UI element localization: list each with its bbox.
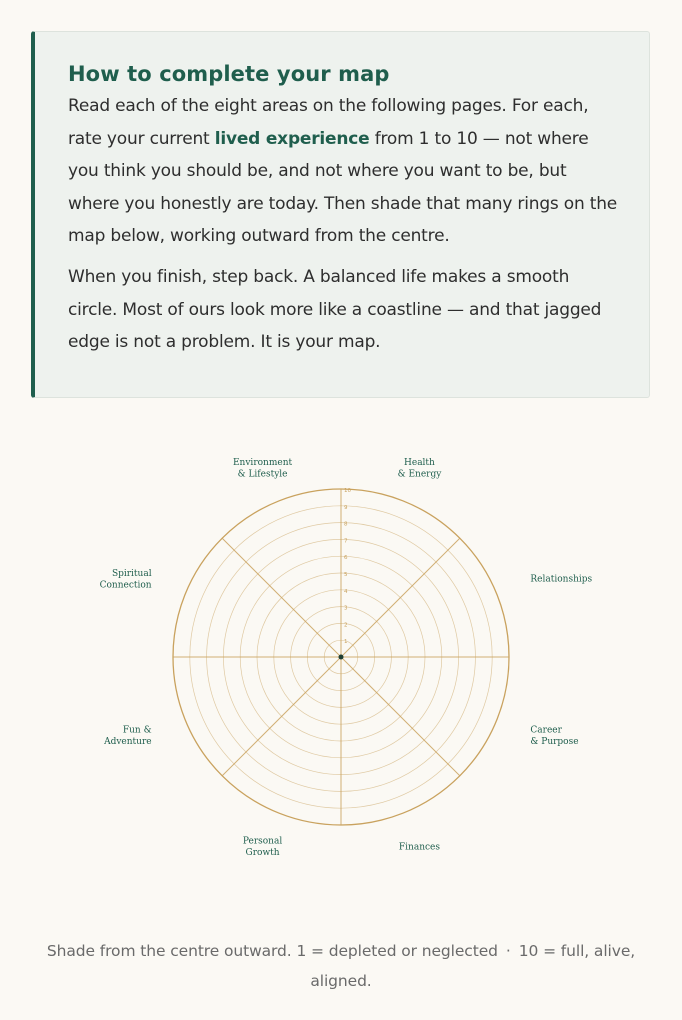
- instructions-callout: [31, 31, 650, 398]
- spoke-7: [222, 538, 341, 657]
- scale-label-1: 1: [344, 639, 348, 646]
- spoke-3: [341, 657, 460, 776]
- wheel-spokes: [173, 489, 509, 825]
- scale-label-5: 5: [344, 572, 348, 578]
- scale-label-2: 2: [344, 622, 348, 629]
- center-dot: [339, 655, 344, 660]
- scale-label-9: 9: [344, 504, 348, 511]
- scale-label-3: 3: [344, 605, 348, 612]
- area-label-fun-adventure: Fun & Adventure: [104, 725, 152, 748]
- scale-label-8: 8: [344, 521, 348, 528]
- instructions-paragraph-1: [68, 90, 619, 253]
- area-label-finances: Finances: [398, 842, 440, 853]
- scale-label-7: 7: [344, 538, 348, 545]
- caption-part-2: 10 = full, alive, aligned.: [310, 942, 636, 990]
- area-label-personal-growth: Personal Growth: [242, 836, 283, 859]
- scale-label-6: 6: [344, 555, 348, 562]
- area-label-health-energy: Health & Energy: [397, 457, 442, 480]
- instructions-paragraph-2: When you finish, step back. A balanced life makes a smooth circle. Most of ours look more like a coastline — and that jagged edge is not a problem. It is your map.: [68, 266, 602, 353]
- scale-label-4: 4: [344, 588, 348, 595]
- lived-experience-highlight: lived experience: [214, 128, 370, 149]
- scale-caption: [40, 936, 642, 996]
- area-label-spiritual-connection: Spiritual Connection: [99, 568, 152, 591]
- scale-labels: [344, 488, 351, 645]
- area-label-relationships: Relationships: [530, 574, 593, 585]
- spoke-1: [341, 538, 460, 657]
- spoke-5: [222, 657, 341, 776]
- para1-after: from 1 to 10 — not where you think you should be, and not where you want to be, but where you honestly are today. Then shade that many rings on the map below, working outward from the centre.: [68, 128, 618, 247]
- area-label-career-purpose: Career & Purpose: [530, 725, 579, 748]
- area-label-environment-lifestyle: Environment & Lifestyle: [232, 457, 293, 480]
- para1-before: Read each of the eight areas on the following pages. For each, rate your current: [68, 96, 589, 149]
- caption-part-1: Shade from the centre outward. 1 = depleted or neglected: [46, 942, 498, 960]
- callout-title: How to complete your map: [68, 62, 390, 86]
- life-wheel-diagram: [0, 420, 682, 910]
- scale-label-10: 10: [344, 488, 351, 494]
- caption-separator: ·: [505, 942, 511, 960]
